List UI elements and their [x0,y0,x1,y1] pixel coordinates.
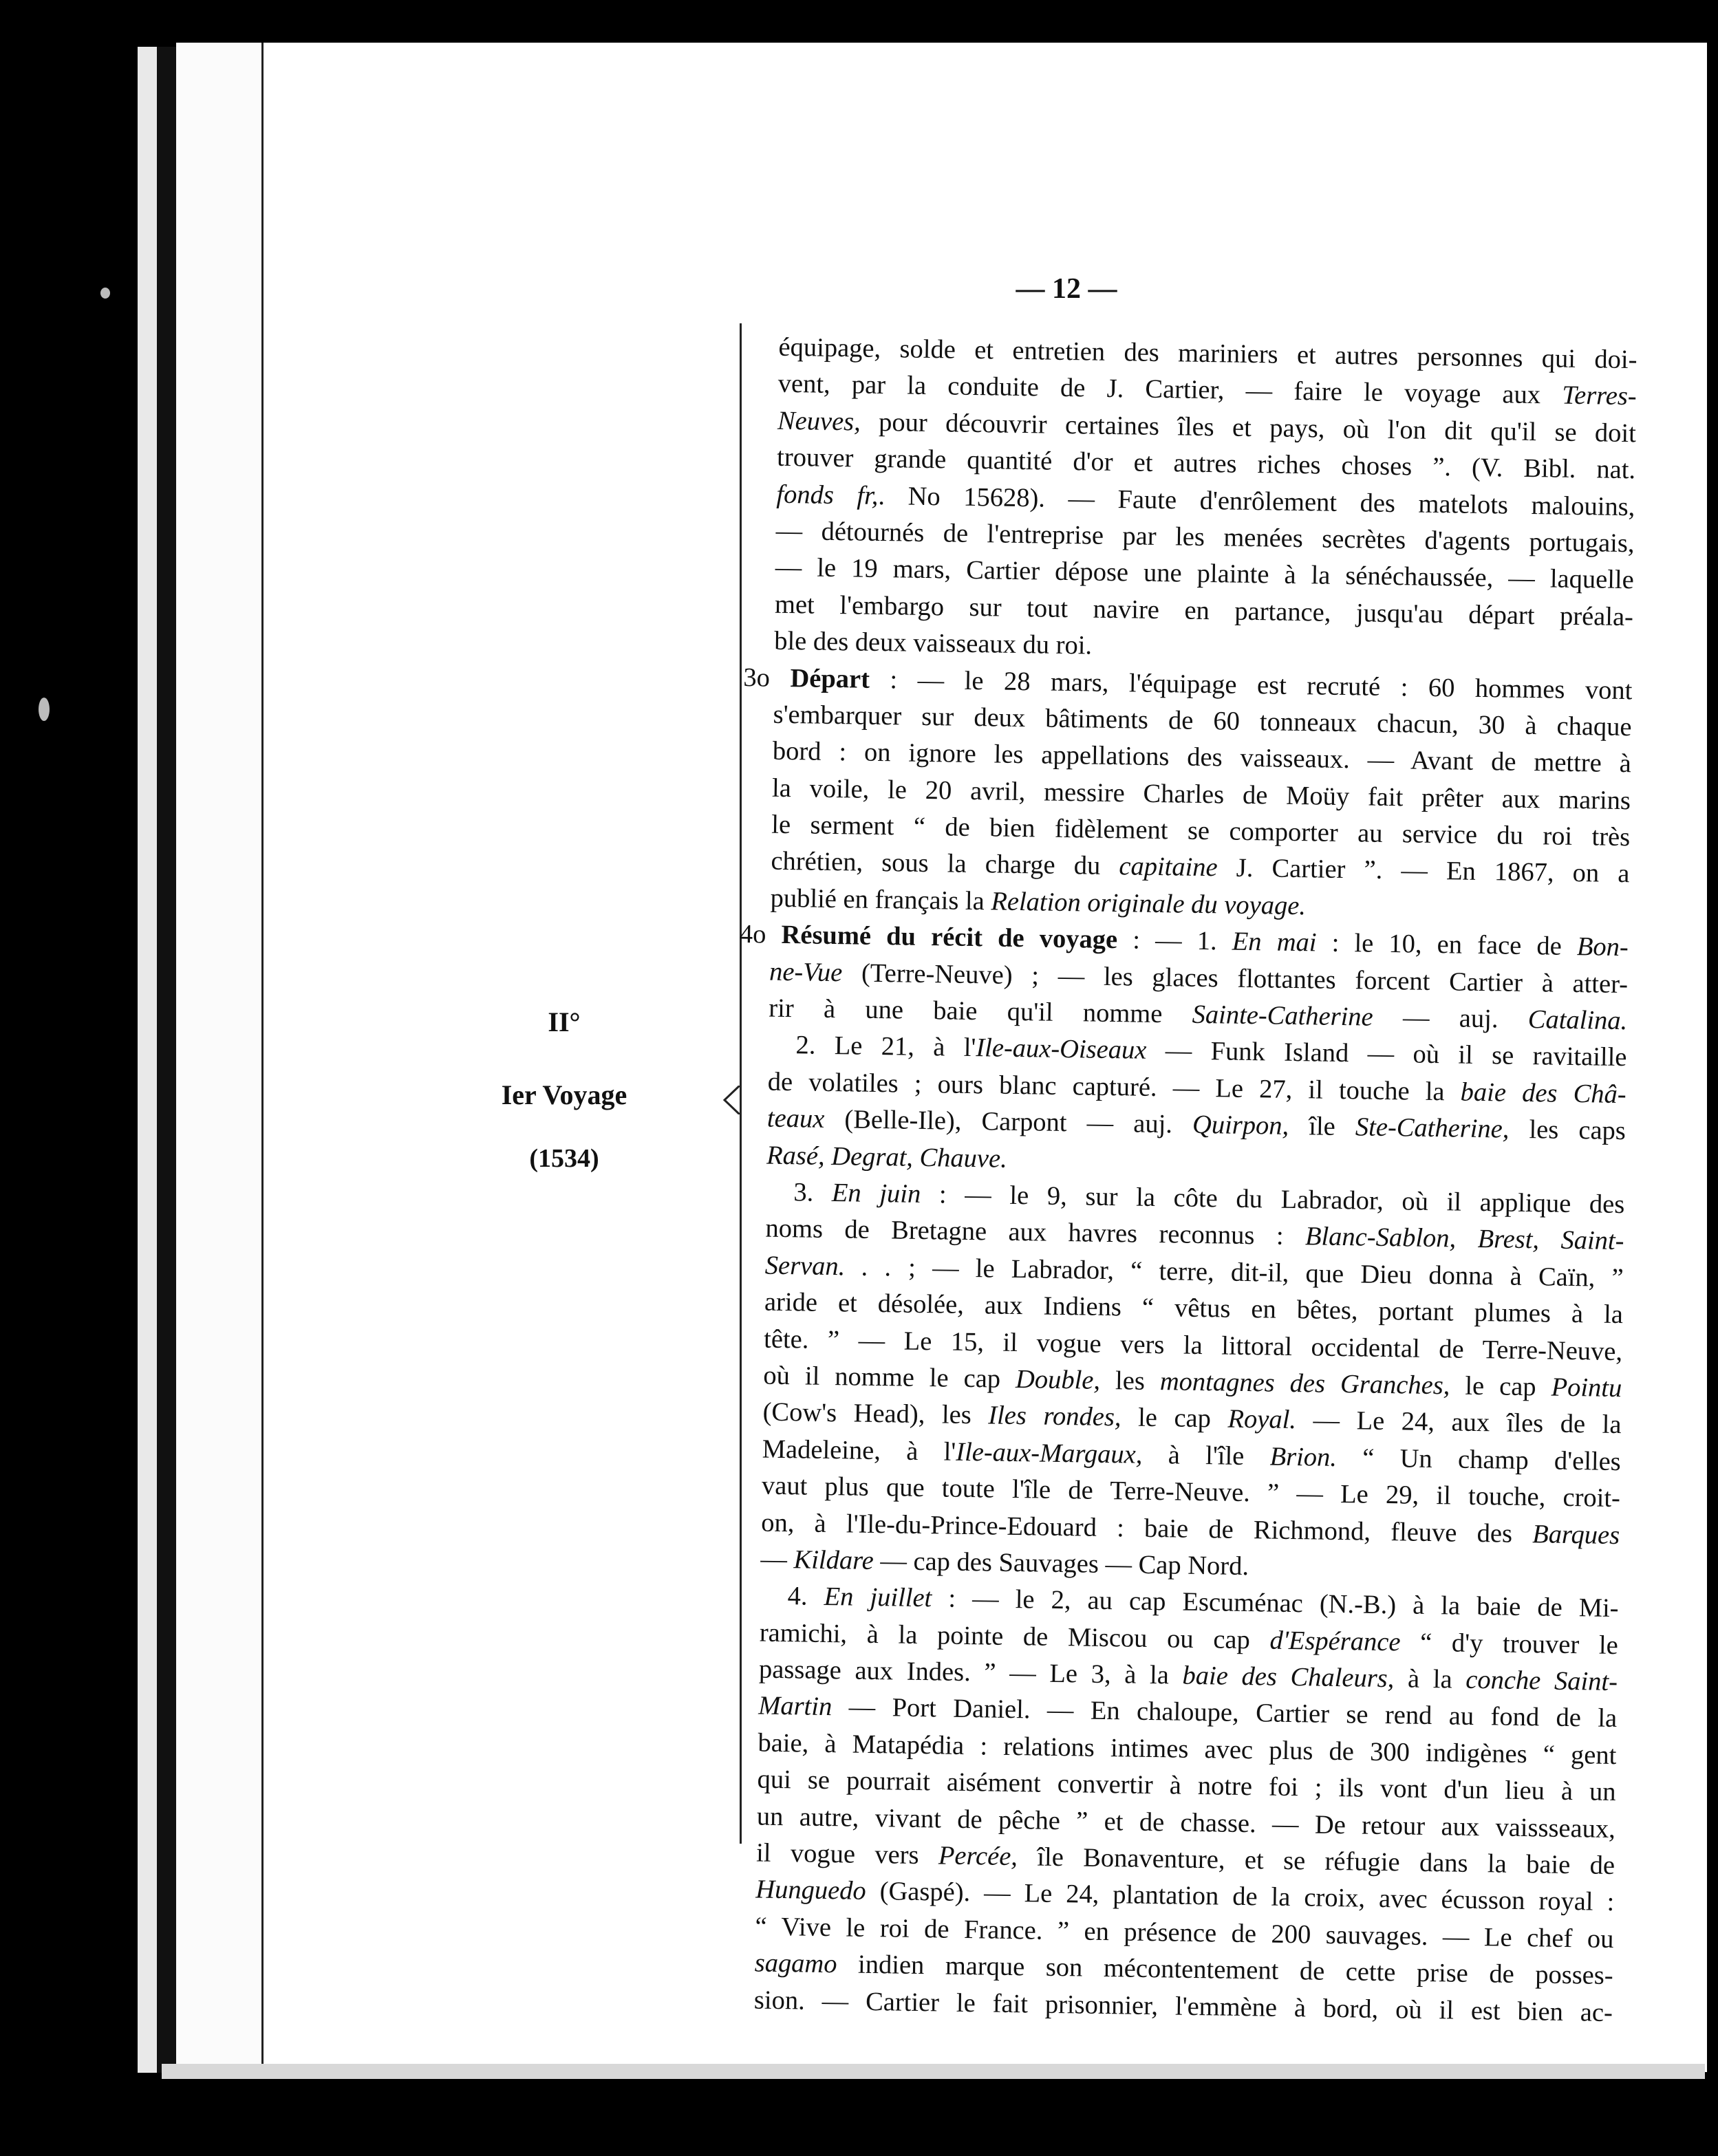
text-segment: on, à l'Ile-du-Prince-Edouard : baie de Richmond, fleuve des [760,1508,1533,1549]
text-segment: — [760,1544,794,1575]
margin-section-number: II° [548,1006,581,1037]
text-segment: Relation originale du voyage. [991,887,1307,921]
text-segment: “ Un champ d'elles [1336,1443,1622,1476]
page-number: — 12 — [1016,273,1117,305]
text-segment: baie, à Matapédia : relations intimes avec plus de 300 indigènes “ gent [758,1728,1617,1770]
text-segment: J. Cartier ”. — En 1867, on a [1217,853,1630,889]
text-segment: Kildare [793,1545,874,1575]
scan-speck [100,288,110,299]
text-segment: Résumé du récit de voyage [781,920,1118,955]
text-segment: pour découvrir certaines îles et pays, où l'on dit qu'il se doit [860,407,1637,449]
text-segment: sion. — Cartier le fait prisonnier, l'emmène à bord, où il est bien ac- [753,1985,1613,2027]
text-segment: île Bonaventure, et se réfugie dans la baie de [1017,1842,1615,1881]
scan-speck [39,698,50,721]
text-segment: Bon- [1576,932,1629,962]
text-segment: Ile-aux-Margaux, [955,1437,1143,1469]
text-segment: 4o [739,920,782,950]
text-segment: Barques [1532,1519,1620,1550]
text-segment: Neuves, [777,406,861,437]
text-segment: 3. [793,1178,833,1208]
text-segment: qui se pourrait aisément convertir à notre foi ; ils vont d'un lieu à un [757,1765,1616,1807]
text-segment: à l'île [1142,1440,1270,1472]
text-segment: Madeleine, à l' [762,1434,956,1467]
text-segment: le serment “ de bien fidèlement se comporter au service du roi très [771,810,1631,852]
text-segment: capitaine [1119,852,1218,883]
text-segment: Ste-Catherine, [1355,1112,1510,1144]
text-segment: : — le 28 mars, l'équipage est recruté : 60 hommes vont [869,665,1633,705]
text-segment: baie des Chaleurs, [1182,1661,1395,1694]
text-segment: — Funk Island — où il se ravitaille [1146,1036,1627,1072]
text-segment: (Terre-Neuve) ; — les glaces flottantes forcent Cartier à atter- [841,958,1629,999]
text-segment: : — le 9, sur la côte du Labrador, où il applique des [920,1179,1625,1220]
text-segment: : — le 2, au cap Escuménac (N.-B.) à la baie de Mi- [931,1584,1619,1624]
text-segment: teaux [766,1103,825,1134]
text-segment: Rasé, Degrat, Chauve. [766,1141,1008,1174]
text-segment: rir à une baie qu'il nomme [769,993,1193,1029]
text-segment: En mai [1232,927,1317,958]
text-segment: Royal. [1227,1404,1297,1435]
text-segment: “ Vive le roi de France. ” en présence de 200 sauvages. — Le chef ou [755,1912,1614,1954]
text-segment: — le 19 mars, Cartier dépose une plainte à la sénéchaussée, — laquelle [775,553,1635,595]
text-segment: trouver grande quantité d'or et autres riches choses ”. (V. Bibl. nat. [776,442,1636,485]
text-segment: (Belle-Ile), Carpont — auj. [824,1105,1193,1140]
text-segment: ne-Vue [769,957,843,987]
text-segment: bord : on ignore les appellations des vaisseaux. — Avant de mettre à [772,737,1632,779]
text-segment: Percée, [938,1841,1018,1872]
text-segment: Iles rondes, [988,1401,1121,1432]
text-segment: sagamo [754,1948,837,1979]
text-segment: un autre, vivant de pêche ” et de chasse. — De retour aux vaissseaux, [756,1802,1616,1844]
text-segment: 4. [787,1582,824,1612]
text-segment: ramichi, à la pointe de Miscou ou cap [759,1618,1270,1655]
text-segment: indien marque son mécontentement de cette prise de posses- [837,1950,1613,1991]
text-segment: publié en français la [770,883,991,916]
text-segment: Départ [790,663,870,694]
text-segment: montagnes des Granches, [1159,1367,1450,1401]
text-segment: Pointu [1551,1372,1622,1403]
text-segment: (Gaspé). — Le 24, plantation de la croix, avec écusson royal : [866,1877,1615,1917]
text-segment: passage aux Indes. ” — Le 3, à la [758,1654,1183,1690]
text-segment: met l'embargo sur tout navire en partance, jusqu'au départ préala- [774,590,1634,632]
text-segment: s'embarquer sur deux bâtiments de 60 tonneaux chacun, 30 à chaque [773,700,1632,742]
text-segment: 3o [743,662,791,693]
text-segment: équipage, solde et entretien des mariniers et autres personnes qui doi- [778,332,1638,375]
text-segment: — cap des Sauvages — Cap Nord. [873,1546,1249,1581]
text-segment: : — 1. [1117,925,1233,956]
margin-title: Ier Voyage [501,1079,627,1110]
text-segment: “ d'y trouver le [1400,1628,1619,1660]
text-segment: vent, par la conduite de J. Cartier, — faire le voyage aux [777,369,1563,411]
text-segment: aride et désolée, aux Indiens “ vêtus en bêtes, portant plumes à la [764,1287,1624,1330]
text-segment: Hunguedo [755,1875,867,1906]
text-segment: fonds fr, [776,479,879,510]
text-segment: En juin [831,1178,921,1209]
text-segment: Ile-aux-Oiseaux [976,1033,1147,1066]
text-segment: le cap [1450,1371,1551,1402]
text-segment: conche Saint- [1465,1665,1618,1697]
text-segment: — auj. [1373,1002,1529,1035]
text-segment: Catalina. [1527,1005,1628,1036]
text-segment: Sainte-Catherine [1192,1000,1374,1032]
margin-year: (1534) [529,1144,599,1173]
text-segment: Blanc-Sablon, Brest, Saint- [1304,1222,1624,1256]
text-segment: chrétien, sous la charge du [771,847,1119,881]
text-segment: Double, [1015,1364,1101,1395]
text-segment: — Le 24, aux îles de la [1296,1405,1622,1440]
text-segment: le cap [1121,1403,1228,1434]
text-segment: 2. Le 21, à l' [795,1031,976,1063]
text-segment: noms de Bretagne aux havres reconnus : [765,1214,1306,1251]
text-segment: En juillet [824,1582,932,1613]
text-segment: . No 15628). — Faute d'enrôlement des matelots malouins, [878,481,1635,521]
text-segment: — Port Daniel. — En chaloupe, Cartier se rend au fond de la [831,1692,1618,1734]
text-segment: de volatiles ; ours blanc capturé. — Le 27, il touche la [767,1067,1461,1107]
text-segment: ; — le Labrador, “ terre, dit-il, que Dieu donna à Caïn, ” [891,1253,1624,1293]
text-segment: : le 10, en face de [1316,928,1578,962]
text-segment: — détournés de l'entreprise par les menées secrètes d'agents portugais, [775,516,1635,559]
text-segment: les caps [1509,1114,1626,1146]
text-segment: Brion. [1269,1442,1338,1472]
body-text [718,329,1638,2031]
text-segment: d'Espérance [1269,1626,1401,1657]
text-segment: Martin [758,1692,833,1722]
text-segment: (Cow's Head), les [762,1397,989,1430]
page-bottom-edge [162,2064,1705,2079]
text-segment: île [1288,1112,1356,1142]
text-segment: les [1099,1366,1161,1397]
text-segment: Terres- [1561,381,1637,411]
text-segment: où il nomme le cap [763,1361,1016,1394]
text-segment: ble des deux vaisseaux du roi. [773,626,1093,660]
text-segment: à la [1394,1664,1466,1694]
text-segment: il vogue vers [755,1838,939,1871]
text-segment: baie des Châ- [1460,1077,1626,1109]
page-edge-shadow [157,47,178,2073]
text-segment: vaut plus que toute l'île de Terre-Neuve. ” — Le 29, il touche, croit- [761,1471,1621,1513]
text-segment: Quirpon, [1192,1110,1289,1141]
text-segment: la voile, le 20 avril, messire Charles de Moüy fait prêter aux marins [771,773,1631,815]
text-segment: Servan. . . [764,1251,892,1282]
text-segment: tête. ” — Le 15, il vogue vers la littoral occidental de Terre-Neuve, [763,1324,1623,1366]
